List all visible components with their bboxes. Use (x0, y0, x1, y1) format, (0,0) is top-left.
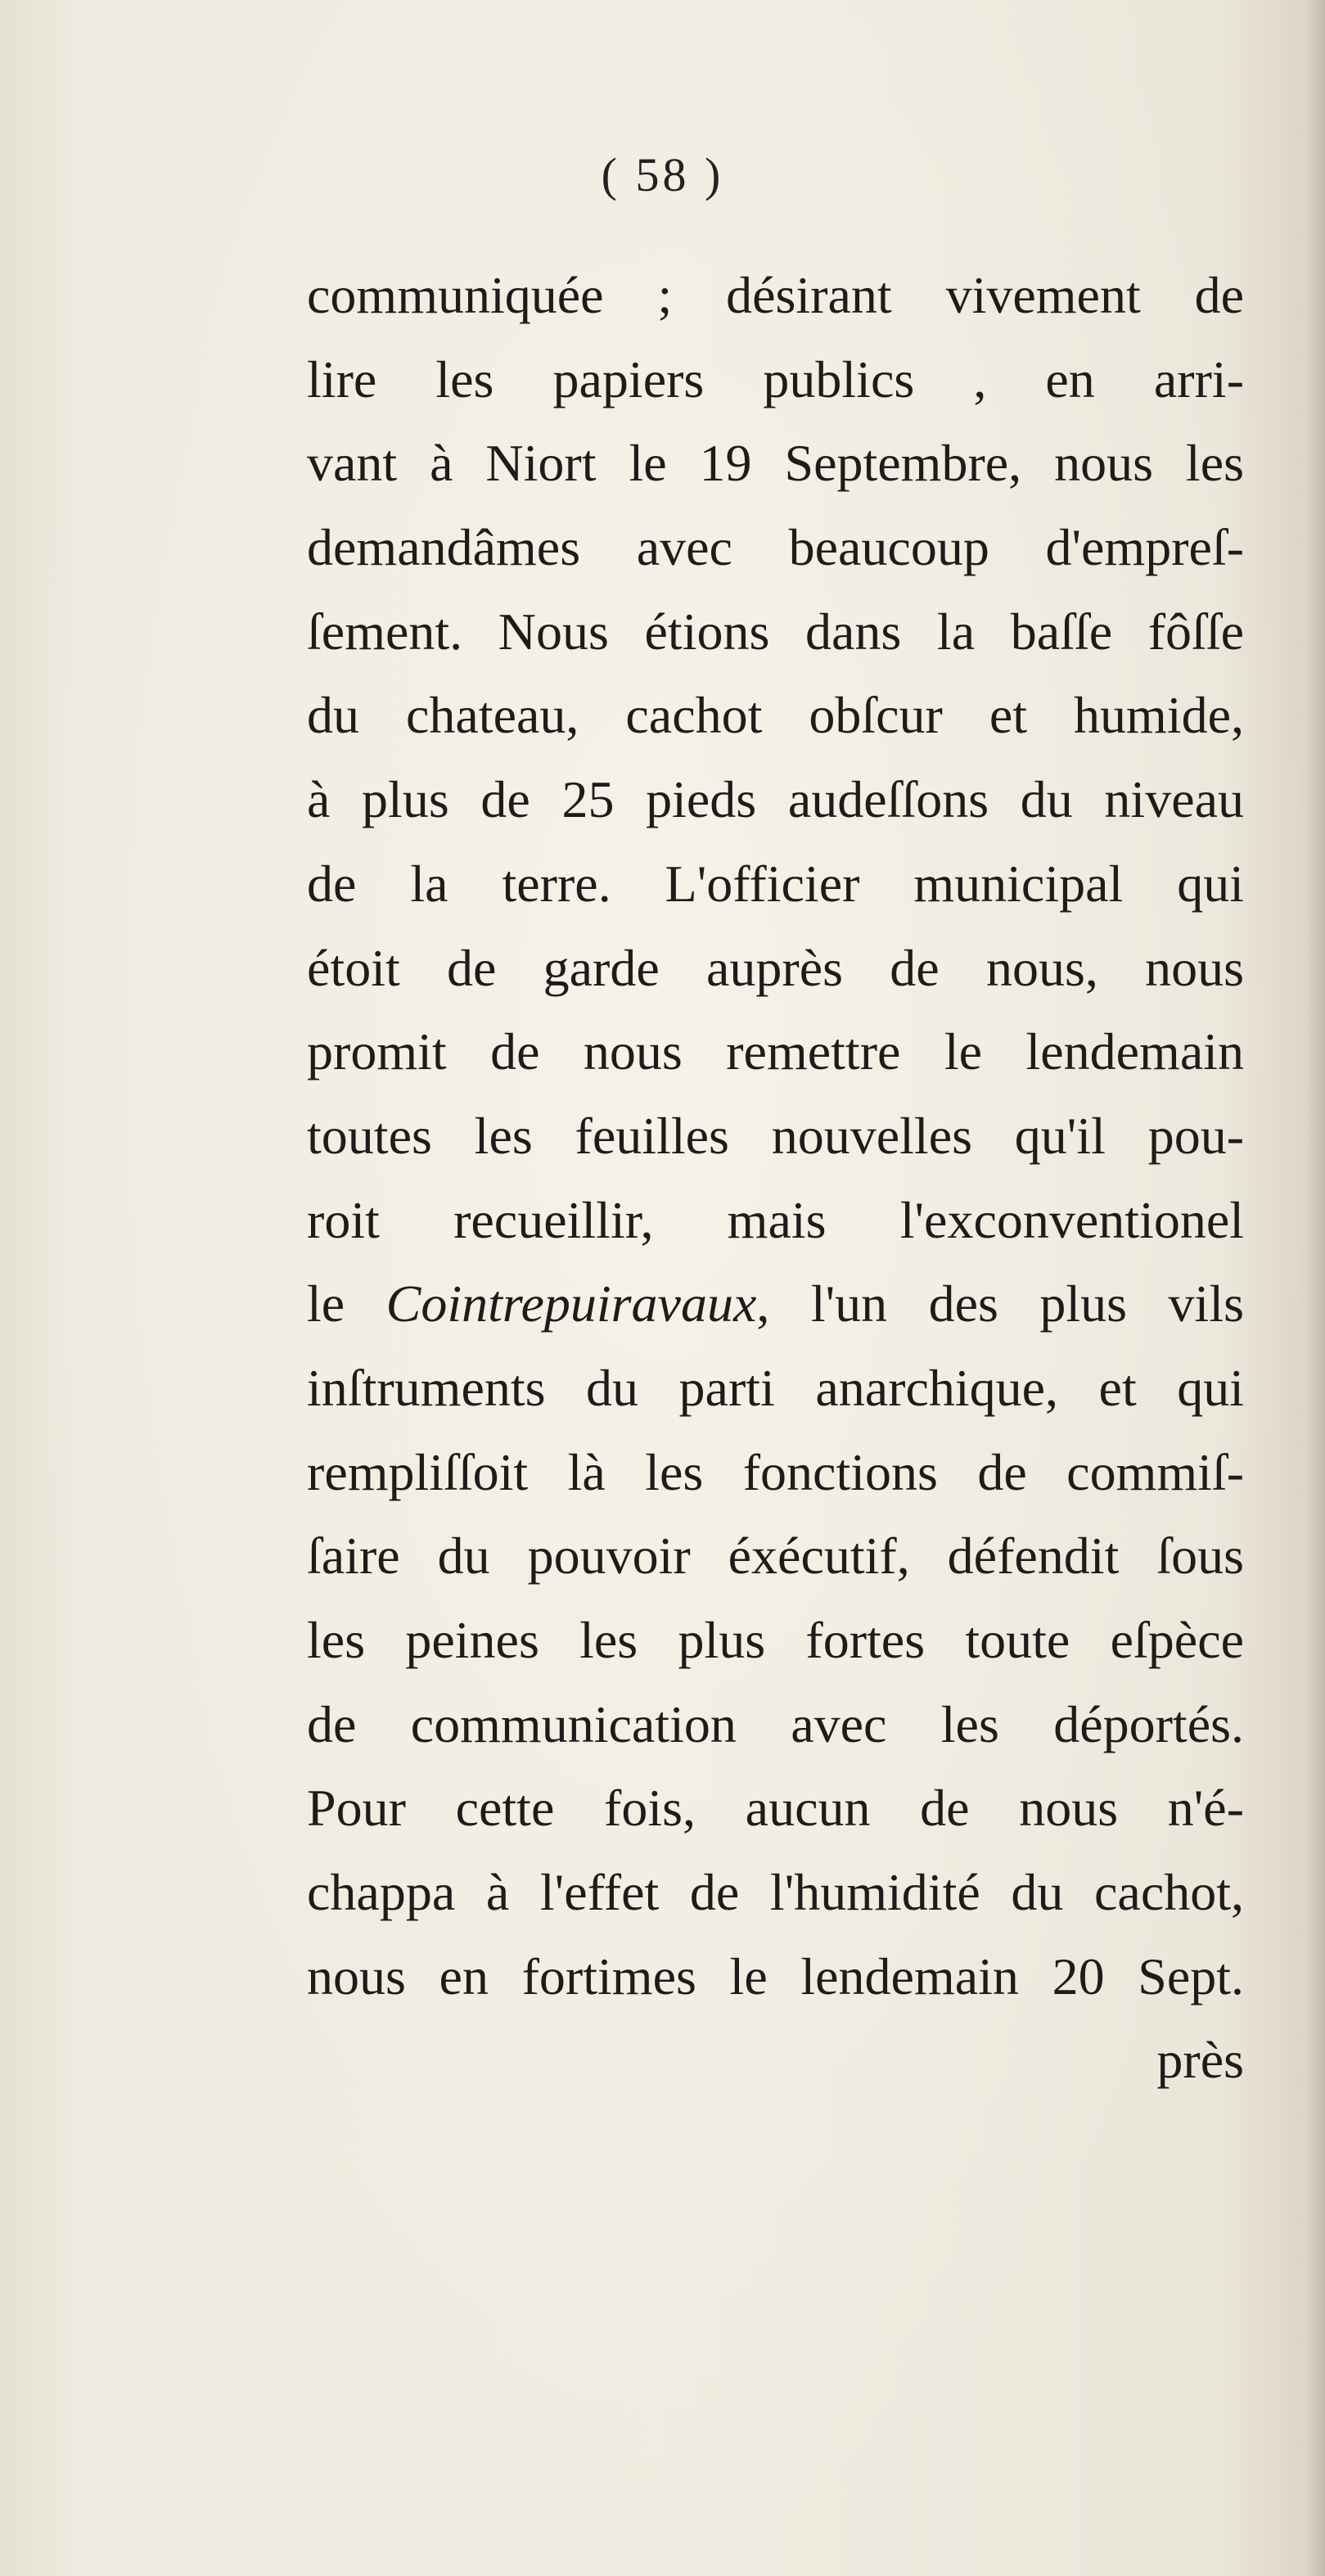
text-line: Pour cette fois, aucun de nous n'é- (307, 1779, 1244, 1838)
text-line: lire les papiers publics , en arri- (307, 350, 1244, 408)
catchword: près (1156, 2031, 1244, 2090)
text-line: de la terre. L'officier municipal qui (307, 854, 1244, 913)
text-line: les peines les plus fortes toute eſpèce (307, 1611, 1244, 1669)
text-line: roit recueillir, mais l'exconventionel (307, 1190, 1244, 1249)
text-line: communiquée ; désirant vivement de (307, 266, 1244, 324)
text-line: étoit de garde auprès de nous, nous (307, 938, 1244, 997)
text-line: nous en fortimes le lendemain 20 Sept. (307, 1947, 1244, 2005)
text-line: vant à Niort le 19 Septembre, nous les (307, 434, 1244, 493)
text-line: de communication avec les déportés. (307, 1694, 1244, 1753)
page-edge-shadow (1307, 0, 1325, 2576)
text-line: à plus de 25 pieds audeſſons du niveau (307, 770, 1244, 829)
body-text (307, 254, 1244, 2103)
text-line: chappa à l'effet de l'humidité du cachot, (307, 1863, 1244, 1922)
text-line: demandâmes avec beaucoup d'empreſ- (307, 518, 1244, 577)
page-number: ( 58 ) (601, 148, 724, 201)
text-span: , l'un des plus vils (756, 1274, 1244, 1333)
text-line: ſaire du pouvoir éxécutif, défendit ſous (307, 1527, 1244, 1586)
text-line: promit de nous remettre le lendemain (307, 1022, 1244, 1081)
text-line: ſement. Nous étions dans la baſſe fôſſe (307, 602, 1244, 661)
italic-name: Cointrepuiravaux (385, 1274, 757, 1333)
text-line: toutes les feuilles nouvelles qu'il pou- (307, 1106, 1244, 1165)
text-line-with-italic (307, 1262, 1244, 1347)
text-line: rempliſſoit là les fonctions de commiſ- (307, 1442, 1244, 1501)
text-line: inſtruments du parti anarchique, et qui (307, 1358, 1244, 1417)
text-line: du chateau, cachot obſcur et humide, (307, 686, 1244, 745)
text-span: le (307, 1274, 386, 1333)
